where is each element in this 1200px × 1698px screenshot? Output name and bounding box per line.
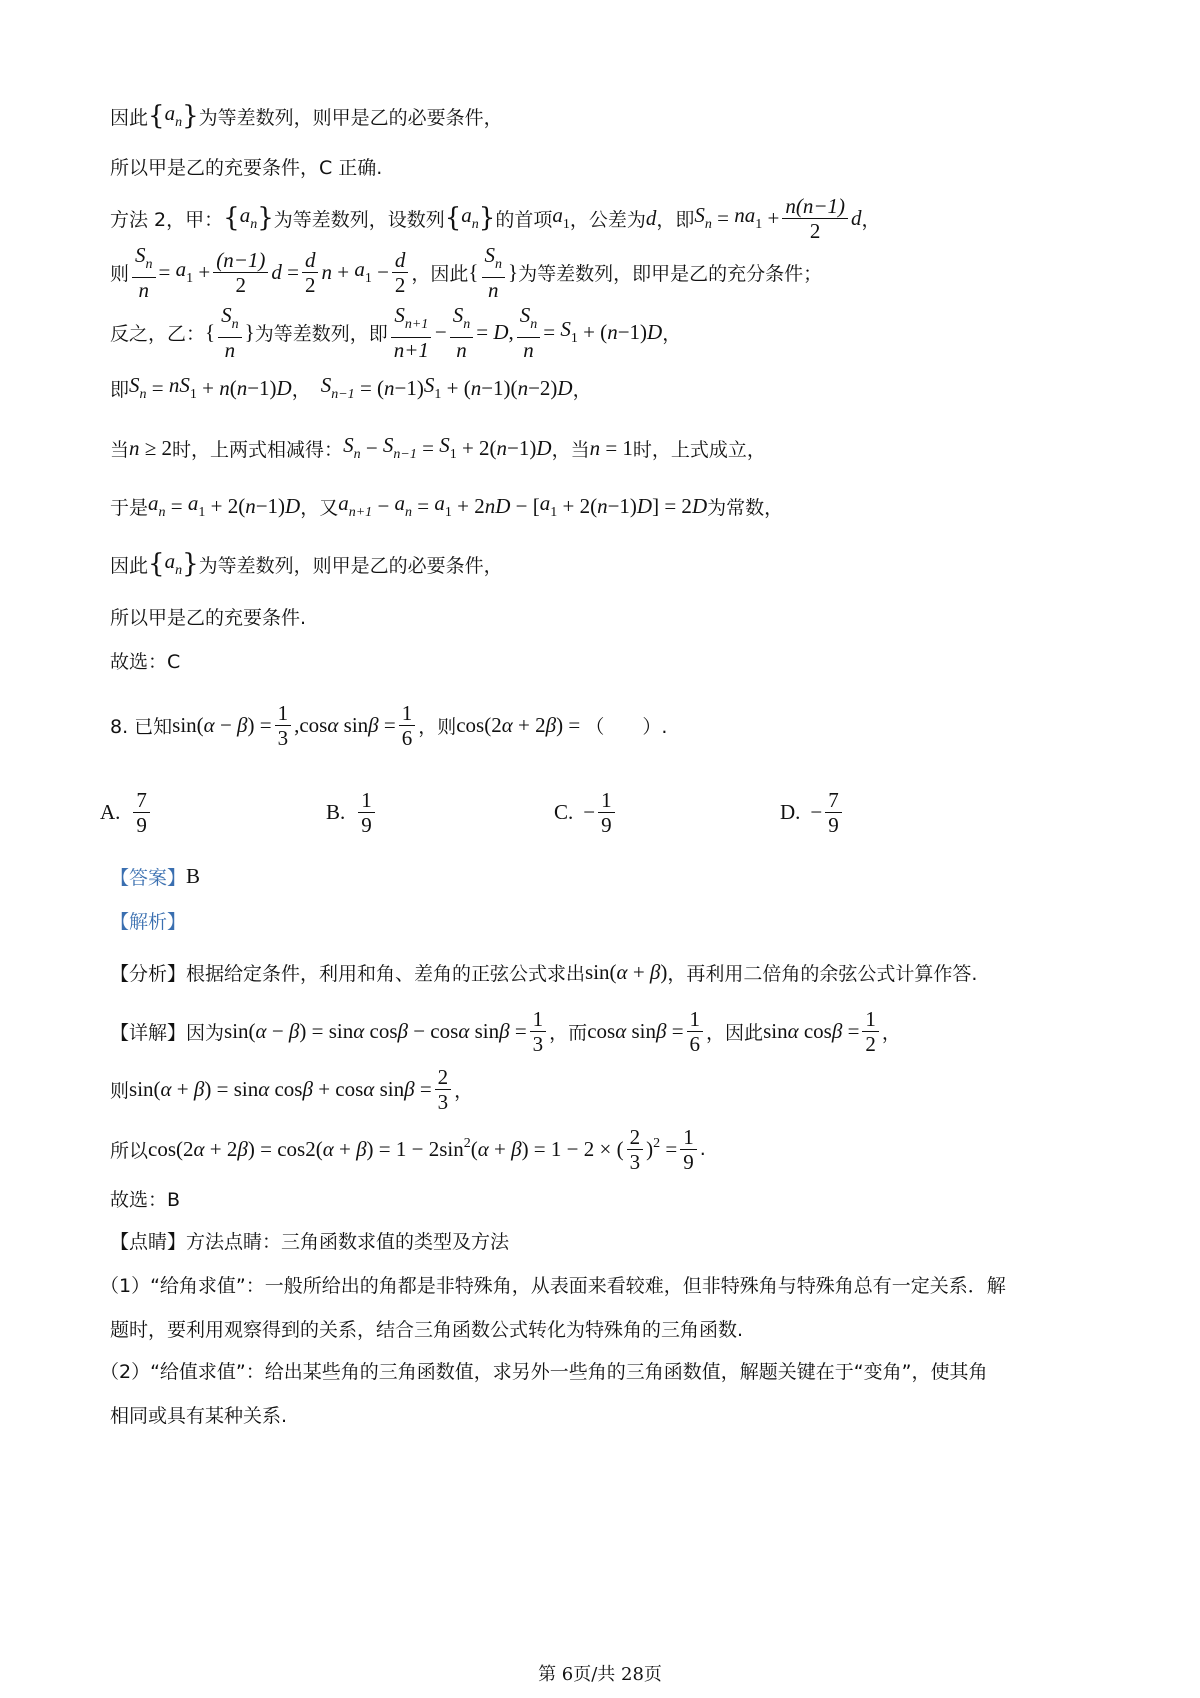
detail-g: 所以 (110, 1139, 149, 1162)
option-b[interactable]: B. $\frac{1}{9}$ (326, 782, 378, 842)
dianjing-p1b: 题时，要利用观察得到的关系，结合三角函数公式转化为特殊角的三角函数. (110, 1318, 744, 1341)
fenxi-tag: 【分析】 (110, 962, 187, 985)
text-line-5: 反之，乙： { $\frac{S_n}{n}$ } 为等差数列，即 $\frac{S_{n+1}}{n+1}$ − $\frac{S_n}{n}$ = D , $\frac{S_n}{n}$ = $S_1$ + ( n −1) D ， (110, 302, 682, 362)
line-9-text: 为等差数列，则甲是乙的必要条件， (198, 554, 503, 577)
option-d-label: D. (780, 799, 801, 824)
line-8-a: 于是 (110, 496, 149, 519)
line-7-d: 时，上式成立， (632, 438, 766, 461)
question-number: 8. 已知 (110, 715, 173, 738)
text-line-6: 即 $S_n$ = $nS_1$ + n ( n −1) D ， $S_{n-1}$ = ( n −1) $S_1$ + ( n −1)( n −2) D ， (110, 373, 592, 402)
line-4-b: ，因此 (411, 262, 469, 285)
text-line-11 (110, 632, 180, 688)
line-9-prefix: 因此 (110, 554, 149, 577)
line-3-d: ，公差为 (569, 208, 646, 231)
line-3-e: ，即 (656, 208, 695, 231)
detail-tag: 【详解】 (110, 1021, 187, 1044)
choose-b-text: 故选：B (110, 1188, 181, 1211)
line-10-text: 所以甲是乙的充要条件. (110, 606, 307, 629)
line-1-text: 为等差数列，则甲是乙的必要条件， (198, 106, 503, 129)
line-11-text: 故选：C (110, 650, 181, 673)
line-5-a: 反之，乙： (110, 322, 206, 345)
fenxi-text-b: ，再利用二倍角的余弦公式计算作答. (667, 962, 978, 985)
answer-value: B (186, 863, 201, 888)
line-4-c: 为等差数列，即甲是乙的充分条件； (518, 262, 823, 285)
line-7-a: 当 (110, 438, 130, 461)
analysis-line (110, 892, 186, 948)
text-line-4: 则 $\frac{S_n}{n}$ = $a_1$ + $\frac{(n-1)}{2}$ d = $\frac{d}{2}$ n + $a_1$ − $\frac{d}{2}$ ，因此 { $\frac{S_n}{n}$ } 为等差数列，即甲是乙的充分条件； (110, 242, 823, 302)
text-line-1: 因此 { $a_n$ } 为等差数列，则甲是乙的必要条件， (110, 101, 503, 131)
text-line-8: 于是 $a_n$ = $a_1$ + 2( n −1) D ，又 $a_{n+1}$ − $a_n$ = $a_1$ + 2 nD − [ $a_1$ + 2( n −1) D ] = 2 D 为常数， (110, 491, 784, 520)
dianjing-title: 方法点睛：三角函数求值的类型及方法 (186, 1230, 510, 1253)
text-line-3: 方法 2，甲： { $a_n$ } 为等差数列，设数列 { $a_n$ } 的首项 $a_1$ ，公差为 d ，即 $S_n$ = $na_1$ + $\frac{n(n-1)}{2}$ d ， (110, 193, 881, 243)
detail-a: 因为 (186, 1021, 225, 1044)
line-8-c: 为常数， (707, 496, 784, 519)
option-b-label: B. (326, 799, 346, 824)
line-7-b: 时，上两式相减得： (172, 438, 344, 461)
question-mid: ，则 (418, 715, 457, 738)
detail-line-2: 则 sin( α + β ) = sin α cos β + cos α sin β = $\frac{2}{3}$ ， (110, 1064, 474, 1114)
option-a[interactable]: A. $\frac{7}{9}$ (100, 782, 153, 842)
line-6-a: 即 (110, 378, 130, 401)
detail-f: ， (454, 1079, 474, 1102)
line-2-text: 所以甲是乙的充要条件，C 正确. (110, 156, 383, 179)
text-line-2 (110, 138, 382, 194)
detail-c: ，因此 (706, 1021, 764, 1044)
fenxi-text-a: 根据给定条件，利用和角、差角的正弦公式求出 (186, 962, 586, 985)
option-c[interactable]: C. − $\frac{1}{9}$ (554, 782, 618, 842)
option-c-label: C. (554, 799, 574, 824)
question-blank: （ ）. (585, 715, 668, 738)
line-8-b: ，又 (300, 496, 339, 519)
line-3-b: 为等差数列，设数列 (273, 208, 445, 231)
dianjing-p1a: （1）“给角求值”：一般所给出的角都是非特殊角，从表面来看较难，但非特殊角与特殊角总有一定关系．解 (100, 1274, 1006, 1297)
detail-line-3: 所以 cos(2 α + 2 β ) = cos2( α + β ) = $1 - 2\sin^2$( α + β ) = 1 − 2 × ( $\frac{2}{3}$ )$^2$ = $\frac{1}{9}$ . (110, 1124, 706, 1174)
answer-tag: 【答案】 (110, 866, 187, 889)
question-8: 8. 已知 sin( α − β ) = $\frac{1}{3}$ ,cos α sin β = $\frac{1}{6}$ ，则 cos(2 α + 2 β ) = （ ）. (110, 700, 668, 750)
line-4-a: 则 (110, 262, 130, 285)
detail-h: . (699, 1138, 706, 1160)
option-d[interactable]: D. − $\frac{7}{9}$ (780, 782, 845, 842)
detail-e: 则 (110, 1079, 130, 1102)
line-3-c: 的首项 (495, 208, 553, 231)
dianjing-p2a: （2）“给值求值”：给出某些角的三角函数值，求另外一些角的三角函数值，解题关键在于“变角”，使其角 (100, 1360, 988, 1383)
text-line-7: 当 n ≥ 2 时，上两式相减得： $S_n$ − $S_{n-1}$ = $S_1$ + 2( n −1) D ，当 n = 1 时，上式成立， (110, 433, 766, 462)
line-1-prefix: 因此 (110, 106, 149, 129)
line-5-b: 为等差数列，即 (254, 322, 388, 345)
line-7-c: ，当 (551, 438, 590, 461)
dianjing-tag: 【点睛】 (110, 1230, 187, 1253)
page-footer: 第 6页/共 28页 (538, 1664, 662, 1685)
detail-d: ， (881, 1021, 901, 1044)
detail-b: ，而 (549, 1021, 588, 1044)
dianjing-p2b: 相同或具有某种关系. (110, 1404, 288, 1427)
text-line-9: 因此 { $a_n$ } 为等差数列，则甲是乙的必要条件， (110, 549, 503, 579)
detail-line-1: 【详解】 因为 sin( α − β ) = sin α cos β − cos α sin β = $\frac{1}{3}$ ，而 cos α sin β = $\frac{1}{6}$ ，因此 sin α cos β = $\frac{1}{2}$ ， (110, 1006, 901, 1056)
analysis-tag: 【解析】 (110, 910, 187, 933)
line-3-a: 方法 2，甲： (110, 208, 224, 231)
fenxi-line: 【分析】 根据给定条件，利用和角、差角的正弦公式求出 sin( α + β ) ，再利用二倍角的余弦公式计算作答. (110, 959, 978, 985)
option-a-label: A. (100, 799, 121, 824)
